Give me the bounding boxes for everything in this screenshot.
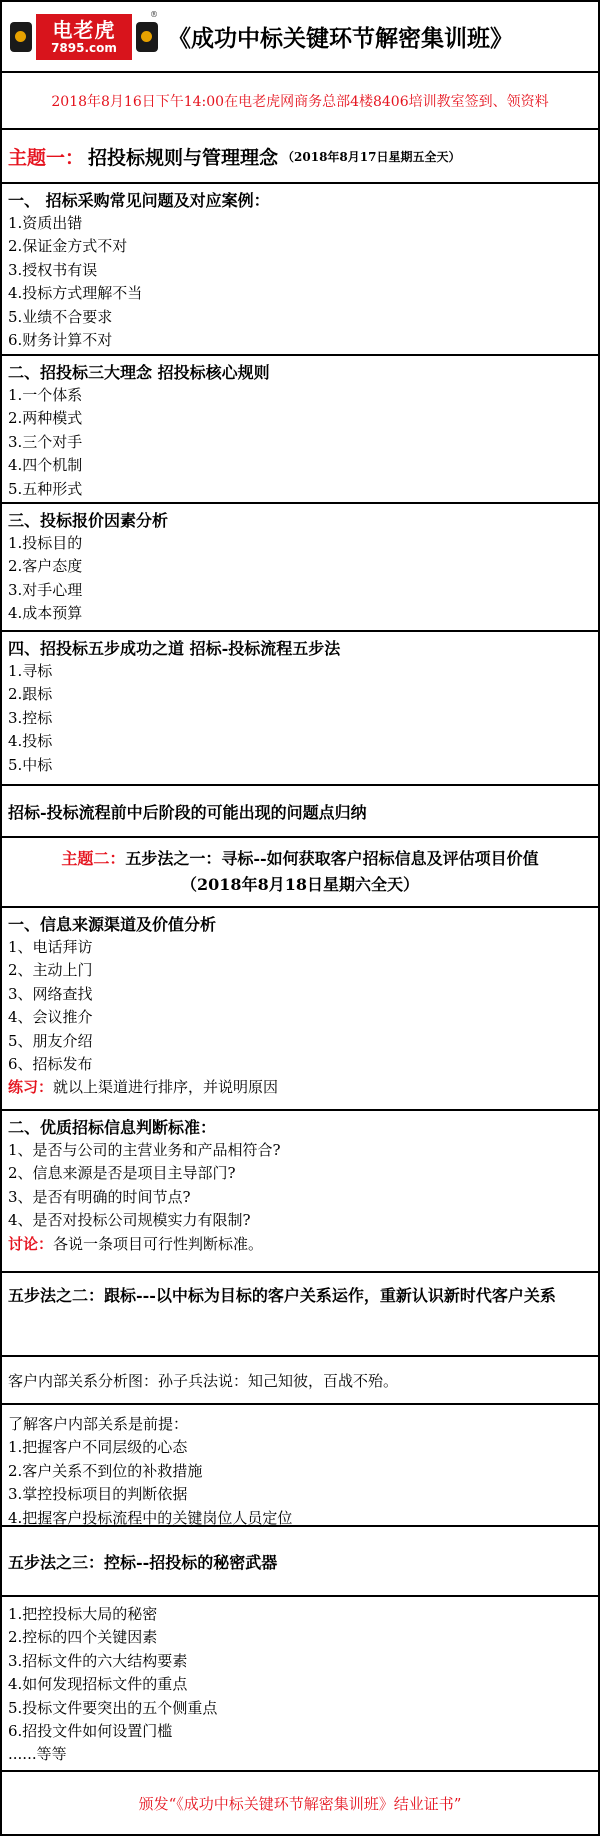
theme-one-label: 主题一：: [8, 146, 85, 169]
list-item: 6.招投文件如何设置门槛: [8, 1722, 173, 1741]
list-item: 4.投标: [8, 732, 53, 751]
section-step-three-header: [0, 1527, 600, 1597]
section-quality-criteria: [0, 1111, 600, 1273]
list-item: 3.控标: [8, 708, 53, 727]
section-intro: 了解客户内部关系是前提：: [8, 1415, 189, 1433]
list-item: 4.把握客户投标流程中的关键岗位人员定位: [8, 1508, 293, 1527]
theme-two-label: 主题二：: [61, 849, 126, 868]
theme-two-name: 五步法之一：寻标--如何获取客户招标信息及评估项目价值: [125, 849, 539, 868]
theme-one-date: （2018年8月17日星期五全天）: [282, 149, 461, 164]
tiger-eye-left-icon: [10, 22, 32, 52]
list-item: 6.财务计算不对: [8, 331, 113, 350]
section-heading: 二、招投标三大理念 招投标核心规则: [8, 363, 270, 382]
list-item: 2.两种模式: [8, 409, 83, 428]
theme-two-date: （2018年8月18日星期六全天）: [181, 875, 419, 894]
list-item: 2、信息来源是否是项目主导部门?: [8, 1164, 236, 1183]
list-item: 2.客户关系不到位的补救措施: [8, 1461, 203, 1480]
section-client-relations: [0, 1405, 600, 1527]
section-pricing-factors: [0, 504, 600, 632]
section-heading: 一、信息来源渠道及价值分析: [8, 915, 217, 934]
section-heading: 五步法之三：控标--招投标的秘密武器: [8, 1552, 278, 1572]
list-item: 3.对手心理: [8, 580, 83, 599]
list-item: 3.掌控投标项目的判断依据: [8, 1485, 188, 1504]
list-item: 4.投标方式理解不当: [8, 284, 143, 303]
exercise-text: 就以上渠道进行排序，并说明原因: [53, 1078, 279, 1097]
theme-one-name: 招投标规则与管理理念: [88, 146, 279, 169]
list-item: 2.客户态度: [8, 557, 83, 576]
section-step-two-header: [0, 1273, 600, 1357]
certificate-footer: 颁发“《成功中标关键环节解密集训班》结业证书”: [0, 1772, 600, 1836]
list-item: 1.一个体系: [8, 386, 83, 404]
theme-two-title: [8, 846, 592, 872]
list-item: 3、网络查找: [8, 984, 93, 1003]
logo-text: 电老虎: [52, 17, 116, 42]
section-bid-control: [0, 1597, 600, 1772]
exercise-note: [8, 1076, 592, 1099]
list-item: 5.中标: [8, 755, 53, 774]
list-item: 1、是否与公司的主营业务和产品相符合?: [8, 1141, 281, 1159]
list-item: 4.成本预算: [8, 604, 83, 623]
list-item: 1.把控投标大局的秘密: [8, 1605, 158, 1623]
list-item: 3.授权书有误: [8, 260, 98, 279]
list-item: 2.保证金方式不对: [8, 237, 128, 256]
section-heading: 三、投标报价因素分析: [8, 511, 169, 530]
list-item: 3.招标文件的六大结构要素: [8, 1651, 188, 1670]
logo-badge: [36, 14, 132, 60]
summary-line: 招标-投标流程前中后阶段的可能出现的问题点归纳: [0, 786, 600, 838]
client-relations-text: 客户内部关系分析图：孙子兵法说：知己知彼，百战不殆。: [8, 1371, 399, 1390]
list-item: 1.投标目的: [8, 534, 83, 552]
logo[interactable]: [10, 8, 160, 66]
list-item: 3、是否有明确的时间节点?: [8, 1187, 191, 1206]
discussion-note: [8, 1233, 592, 1256]
list-item: 3.三个对手: [8, 432, 83, 451]
logo-url: 7895.com: [51, 40, 117, 55]
list-item: 1.把握客户不同层级的心态: [8, 1438, 188, 1457]
theme-one-header: [0, 130, 600, 184]
course-title: 《成功中标关键环节解密集训班》: [168, 25, 513, 52]
list-item: 4.四个机制: [8, 456, 83, 475]
list-item: 1.寻标: [8, 662, 53, 680]
section-heading: 一、 招标采购常见问题及对应案例：: [8, 191, 270, 210]
list-item: 2、主动上门: [8, 961, 93, 980]
section-info-sources: [0, 908, 600, 1111]
tiger-eye-right-icon: [136, 22, 158, 52]
registered-mark: ®: [150, 9, 158, 19]
list-item: 5.投标文件要突出的五个侧重点: [8, 1698, 218, 1717]
list-item: 5.五种形式: [8, 479, 83, 498]
section-client-relations-chart: [0, 1357, 600, 1405]
list-item: 1.资质出错: [8, 214, 83, 232]
discussion-label: 讨论：: [8, 1234, 54, 1253]
list-item: 1、电话拜访: [8, 938, 93, 956]
list-item: ......等等: [8, 1745, 67, 1764]
section-heading: 四、招投标五步成功之道 招标-投标流程五步法: [8, 639, 341, 658]
list-item: 2.跟标: [8, 685, 53, 704]
section-procurement-issues: [0, 184, 600, 356]
section-heading: 五步法之二：跟标---以中标为目标的客户关系运作，重新认识新时代客户关系: [8, 1286, 556, 1305]
check-in-notice: 2018年8月16日下午14:00在电老虎网商务总部4楼8406培训教室签到、领资料: [0, 73, 600, 130]
section-five-steps: [0, 632, 600, 786]
section-three-concepts: [0, 356, 600, 504]
theme-two-header: [0, 838, 600, 908]
list-item: 4.如何发现招标文件的重点: [8, 1675, 188, 1694]
exercise-label: 练习：: [8, 1078, 54, 1097]
discussion-text: 各说一条项目可行性判断标准。: [53, 1234, 264, 1253]
list-item: 4、会议推介: [8, 1008, 93, 1027]
section-heading: 二、优质招标信息判断标准：: [8, 1118, 217, 1137]
page-header: [0, 0, 600, 73]
list-item: 6、招标发布: [8, 1055, 93, 1074]
list-item: 5.业绩不合要求: [8, 307, 113, 326]
list-item: 4、是否对投标公司规模实力有限制?: [8, 1211, 251, 1230]
list-item: 2.控标的四个关键因素: [8, 1628, 158, 1647]
list-item: 5、朋友介绍: [8, 1031, 93, 1050]
